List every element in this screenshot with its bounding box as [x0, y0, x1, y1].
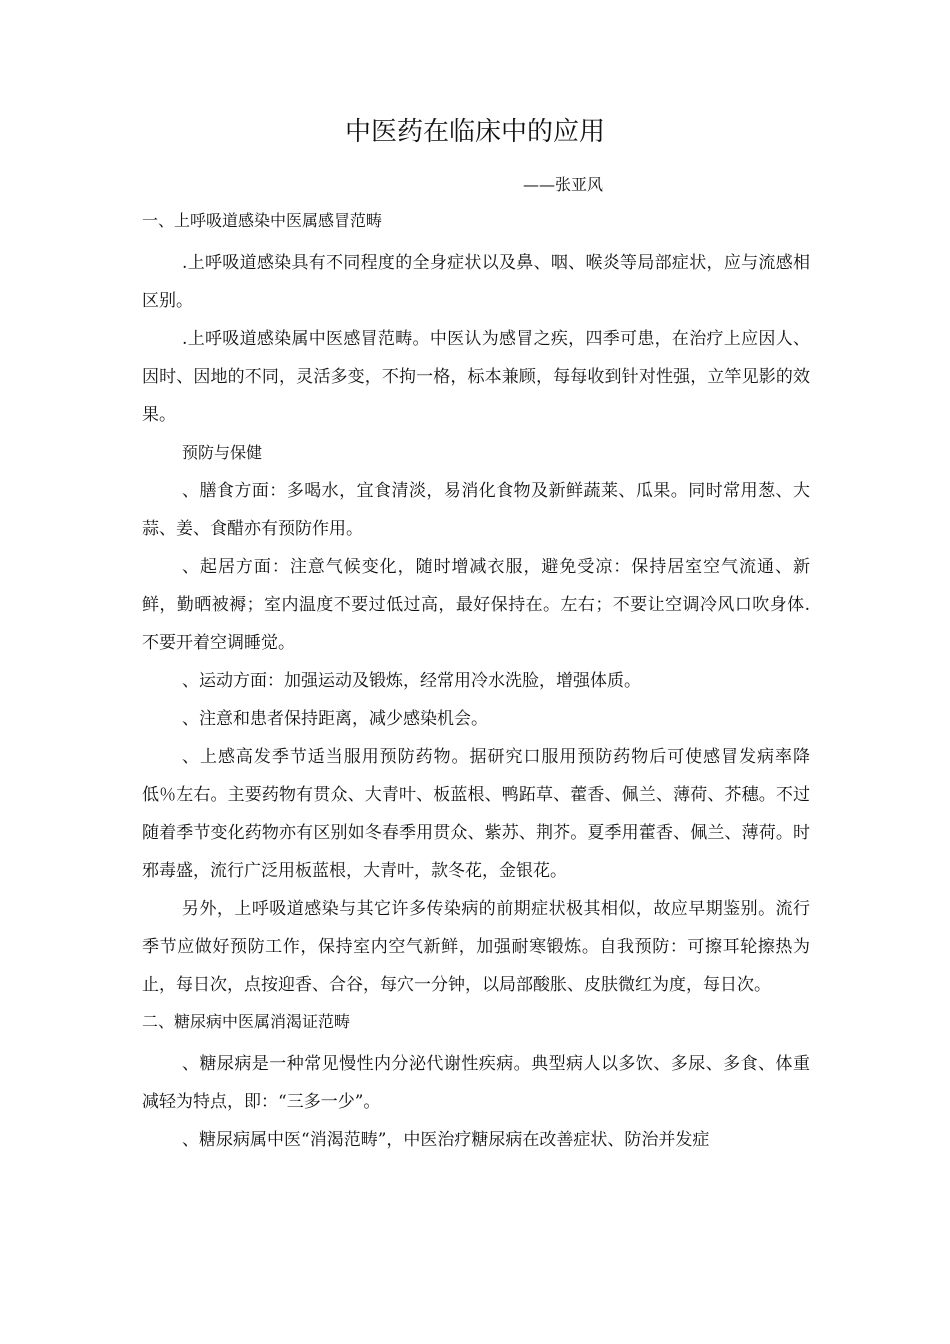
document-title: 中医药在临床中的应用: [344, 117, 605, 147]
paragraph: 另外，上呼吸道感染与其它许多传染病的前期症状极其相似，故应早期鉴别。流行季节应做好预防工作，保持室内空气新鲜，加强耐寒锻炼。自我预防：可擦耳轮擦热为止，每日次，点按迎香、合谷，每穴一分钟，以局部酸胀、皮肤微红为度，每日次。: [142, 899, 810, 995]
paragraph: 、上感高发季节适当服用预防药物。据研究口服用预防药物后可使感冒发病率降低％左右。主要药物有贯众、大青叶、板蓝根、鸭跖草、藿香、佩兰、薄荷、芥穗。不过随着季节变化药物亦有区别如冬春季用贯众、紫苏、荆芥。夏季用藿香、佩兰、薄荷。时邪毒盛，流行广泛用板蓝根，大青叶，款冬花，金银花。: [142, 747, 810, 881]
paragraph: .上呼吸道感染具有不同程度的全身症状以及鼻、咽、喉炎等局部症状，应与流感相区别。: [142, 253, 810, 311]
paragraph: 、运动方面：加强运动及锻炼，经常用冷水洗脸，增强体质。: [182, 671, 641, 691]
document-body: [142, 207, 810, 1159]
document-author: ——张亚风: [523, 175, 604, 194]
section-heading-1: 一、上呼吸道感染中医属感冒范畴: [142, 211, 383, 230]
paragraph: 、糖尿病属中医“消渴范畴”，中医治疗糖尿病在改善症状、防治并发症: [182, 1130, 710, 1150]
paragraph: 、膳食方面：多喝水，宜食清淡，易消化食物及新鲜蔬莱、瓜果。同时常用葱、大蒜、姜、食醋亦有预防作用。: [142, 481, 810, 539]
subheading-prevention: 预防与保健: [182, 443, 263, 462]
paragraph: 、糖尿病是一种常见慢性内分泌代谢性疾病。典型病人以多饮、多尿、多食、体重减轻为特点，即：“三多一少”。: [142, 1054, 810, 1112]
paragraph: .上呼吸道感染属中医感冒范畴。中医认为感冒之疾，四季可患，在治疗上应因人、因时、因地的不同，灵活多变，不拘一格，标本兼顾，每每收到针对性强，立竿见影的效果。: [142, 329, 810, 425]
section-heading-2: 二、糖尿病中医属消渴证范畴: [142, 1012, 351, 1031]
paragraph: 、起居方面：注意气候变化，随时增减衣服，避免受凉：保持居室空气流通、新鲜，勤晒被褥；室内温度不要过低过高，最好保持在。左右；不要让空调冷风口吹身体.不要开着空调睡觉。: [142, 557, 810, 653]
paragraph: 、注意和患者保持距离，减少感染机会。: [182, 709, 488, 729]
